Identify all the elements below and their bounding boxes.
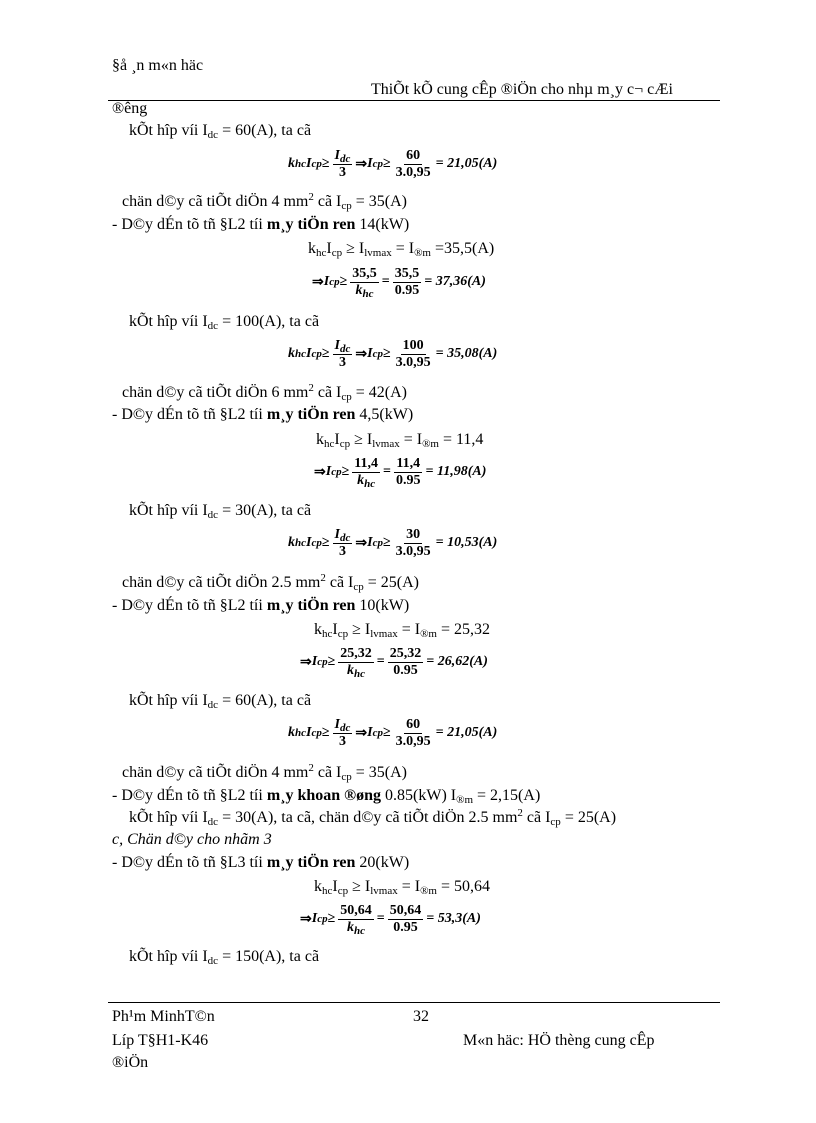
- text-line: kÕt hîp víi $I_{dc} = 60(A)$, ta cã: [129, 692, 312, 711]
- equation-2: ⇒ I cp ≥ $\frac{35,5}{k_{hc}}$ = $\frac{35,5}{0.95}$ = 37,36(A): [312, 265, 486, 300]
- text-line: - D©y dÉn tõ tñ §L3 tíi m¸y tiÖn ren 20(kW): [112, 854, 410, 871]
- header-right: ThiÕt kÕ cung cÊp ®iÖn cho nhµ m¸y c¬ cÆi: [371, 81, 673, 98]
- page-number: 32: [413, 1008, 429, 1025]
- header-left: §å ¸n m«n häc: [112, 57, 204, 74]
- text-line: ®êng: [112, 100, 148, 117]
- text-line: chän d©y cã tiÕt diÖn 6 $mm^2$ cã $I_{cp} = 42(A)$: [122, 382, 407, 403]
- text-line: kÕt hîp víi $I_{dc} = 30(A)$, ta cã: [129, 502, 312, 521]
- header-rule: [108, 100, 720, 101]
- text-line: kÕt hîp víi $I_{dc} = 30(A)$, ta cã, chän d©y cã tiÕt diÖn 2.5 $mm^2$ cã $I_{cp} = 25(A)$: [129, 807, 617, 828]
- text-line: kÕt hîp víi $I_{dc} = 60(A)$, ta cã: [129, 122, 312, 141]
- text-line: $k_{hc}I_{cp} \ge I_{lvmax} = I_{®m} = 50,64$: [314, 878, 491, 897]
- text-line: chän d©y cã tiÕt diÖn 4 $mm^2$ cã $I_{cp} = 35(A)$: [122, 191, 407, 212]
- footer-author: Ph¹m MinhT©n: [112, 1008, 215, 1025]
- text-line: - D©y dÉn tõ tñ §L2 tíi m¸y tiÖn ren 10(kW): [112, 597, 410, 614]
- text-line: $k_{hc}I_{cp} \ge I_{lvmax} = I_{®m} =35,5(A)$: [308, 240, 495, 259]
- text-line: - D©y dÉn tõ tñ §L2 tíi m¸y khoan ®øng 0.85(kW) $I_{®m} = 2,15(A)$: [112, 787, 541, 806]
- footer-subject-cont: ®iÖn: [112, 1054, 149, 1071]
- footer-subject: M«n häc: HÖ thèng cung cÊp: [463, 1032, 655, 1049]
- equation-6: ⇒ I cp ≥ $\frac{25,32}{k_{hc}}$ = $\frac{25,32}{0.95}$ = 26,62(A): [300, 645, 488, 680]
- equation-5: k hc I cp ≥ $\frac{I_{dc}}{3}$ ⇒ I cp ≥ $\frac{30}{3.0,95}$ = 10,53(A): [288, 526, 498, 559]
- equation-4: ⇒ I cp ≥ $\frac{11,4}{k_{hc}}$ = $\frac{11,4}{0.95}$ = 11,98(A): [314, 455, 487, 490]
- text-line: $k_{hc}I_{cp} \ge I_{lvmax} = I_{®m} = 11,4$: [316, 431, 484, 450]
- text-line: - D©y dÉn tõ tñ §L2 tíi m¸y tiÖn ren 4,5(kW): [112, 406, 414, 423]
- text-line: chän d©y cã tiÕt diÖn 4 $mm^2$ cã $I_{cp} = 35(A)$: [122, 762, 407, 783]
- equation-8: ⇒ I cp ≥ $\frac{50,64}{k_{hc}}$ = $\frac{50,64}{0.95}$ = 53,3(A): [300, 902, 481, 937]
- footer-class: Líp T§H1-K46: [112, 1032, 209, 1049]
- text-line: kÕt hîp víi $I_{dc} = 150(A)$, ta cã: [129, 948, 320, 967]
- text-line: - D©y dÉn tõ tñ §L2 tíi m¸y tiÖn ren 14(kW): [112, 216, 410, 233]
- equation-3: k hc I cp ≥ $\frac{I_{dc}}{3}$ ⇒ I cp ≥ $\frac{100}{3.0,95}$ = 35,08(A): [288, 337, 498, 370]
- text-line: chän d©y cã tiÕt diÖn 2.5 $mm^2$ cã $I_{cp} = 25(A)$: [122, 572, 419, 593]
- footer-rule: [108, 1002, 720, 1003]
- text-line: $k_{hc}I_{cp} \ge I_{lvmax} = I_{®m} = 25,32$: [314, 621, 491, 640]
- text-line: kÕt hîp víi $I_{dc} = 100(A)$, ta cã: [129, 313, 320, 332]
- equation-1: k hc I cp ≥ $\frac{I_{dc}}{3}$ ⇒ I cp ≥ $\frac{60}{3.0,95}$ = 21,05(A): [288, 147, 498, 180]
- section-heading: c, Chän d©y cho nhãm 3: [112, 831, 272, 848]
- equation-7: k hc I cp ≥ $\frac{I_{dc}}{3}$ ⇒ I cp ≥ $\frac{60}{3.0,95}$ = 21,05(A): [288, 716, 498, 749]
